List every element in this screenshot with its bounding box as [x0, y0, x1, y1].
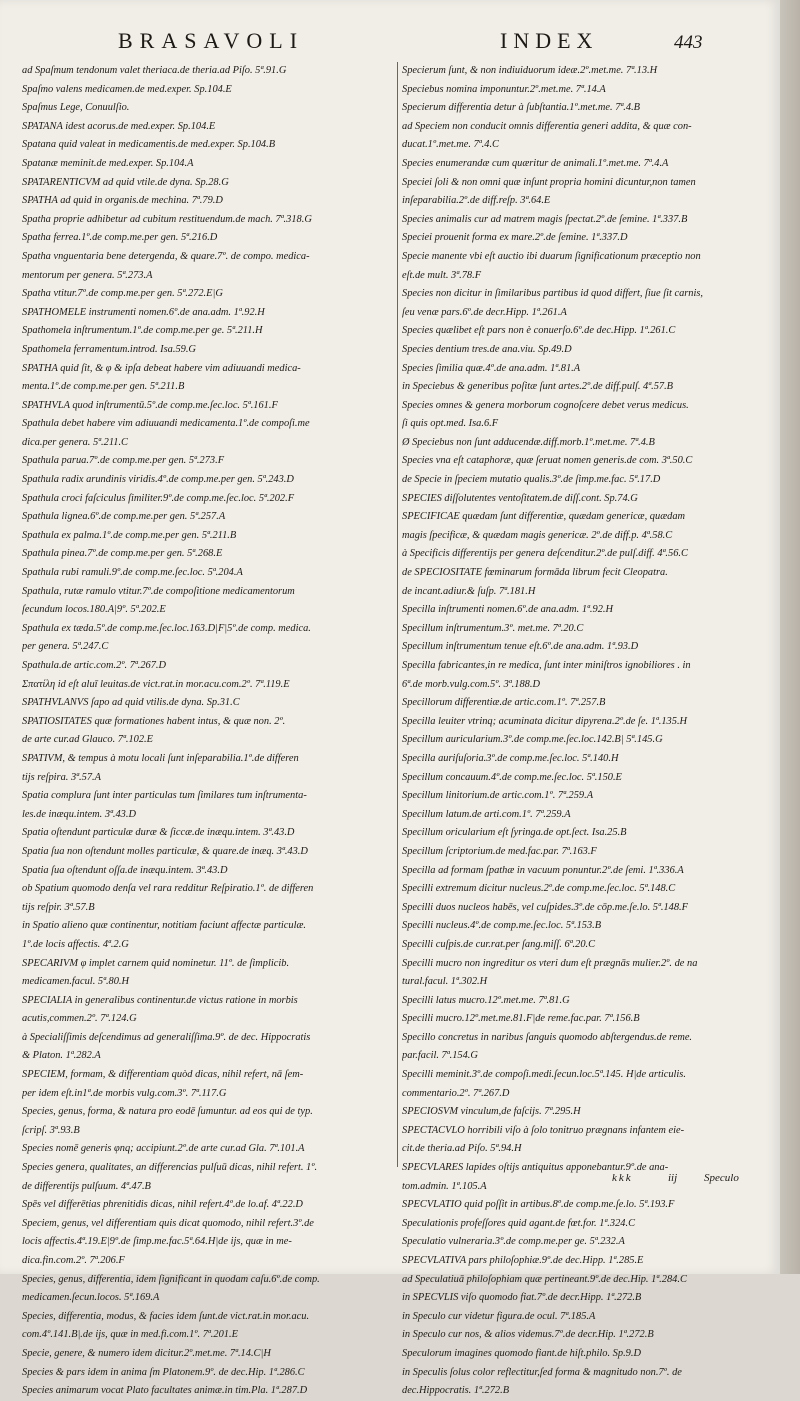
index-entry-line: Specilla ad formam ſpathæ in vacuum ponuntur.2º.de ſemi. 1ª.336.A [402, 864, 684, 876]
index-entry-line: commentario.2º. 7ª.267.D [402, 1087, 510, 1099]
index-entry-line: Spatia ſua oſtendunt oſſa.de inæqu.intem. 3ª.43.D [22, 864, 228, 876]
index-entry-line: Spathula ex palma.1º.de comp.me.per gen. 5ª.211.B [22, 529, 237, 541]
index-entry-line: Spathula.de artic.com.2º. 7ª.267.D [22, 660, 167, 671]
index-entry-line: Spathula ex tæda.5º.de comp.me.ſec.loc.163.D|F|5º.de comp. medica. [22, 622, 311, 634]
index-entry-line: Species non dicitur in ſimilaribus partibus id quod differt, ſiue ſit carnis, [402, 288, 704, 300]
running-head [0, 28, 780, 62]
index-entry-line: Specilli duos nucleos habēs, vel cuſpides.3º.de cōp.me.ſe.lo. 5ª.148.F [402, 901, 688, 913]
page-number: 443 [674, 32, 703, 53]
index-entry-line: Spatha vtitur.7º.de comp.me.per gen. 5ª.272.E|G [22, 288, 223, 300]
running-head-author: BRASAVOLI [118, 28, 305, 53]
column-divider [397, 62, 398, 1167]
index-entry-line: Ø Speciebus non ſunt adducendæ.diff.morb.1º.met.me. 7ª.4.B [402, 436, 655, 448]
index-entry-line: Spatha ferrea.1º.de comp.me.per gen. 5ª.216.D [22, 232, 218, 244]
index-entry-line: Spatia oſtendunt particulæ duræ & ſiccæ.de inæqu.intem. 3ª.43.D [22, 827, 295, 839]
index-entry-line: Specilla fabricantes,in re medica, ſunt inter miniſtros ignobiliores . in [402, 660, 691, 671]
index-entry-line: Spathula croci faſciculus ſimiliter.9º.de comp.me.ſec.loc. 5ª.202.F [22, 492, 295, 504]
catchword: Speculo [704, 1172, 739, 1184]
signature-mark: kkk [612, 1172, 633, 1184]
index-entry-line: Specillum concauum.4º.de comp.me.ſec.loc. 5ª.150.E [402, 771, 622, 783]
index-entry-line: SPATIOSITATES quæ formationes habent intus, & quæ non. 2º. [22, 715, 286, 727]
index-entry-line: medicamen.ſecun.locos. 5ª.169.A [22, 1292, 160, 1304]
index-entry-line: & Platon. 1ª.282.A [22, 1050, 101, 1062]
index-entry-line: SPATHOMELE instrumenti nomen.6º.de ana.adm. 1ª.92.H [22, 306, 265, 318]
index-entry-line: de Specie in ſpeciem mutatio qualis.3º.de ſimp.me.fac. 5ª.17.D [402, 474, 661, 486]
index-entry-line: 1º.de locis affectis. 4ª.2.G [22, 938, 129, 950]
index-entry-line: Spatha vnguentaria bene detergenda, & quare.7º. de compo. medica- [22, 250, 310, 262]
index-entry-line: Specie, genere, & numero idem dicitur.2º.met.me. 7ª.14.C|H [22, 1347, 271, 1359]
running-head-title: INDEX [500, 28, 599, 53]
index-entry-line: dec.Hippocratis. 1ª.272.B [402, 1385, 510, 1397]
index-entry-line: SPATIVM, & tempus à motu locali ſunt inſeparabilia.1º.de differen [22, 752, 299, 764]
index-entry-line: Specillorum differentiæ.de artic.com.1º. 7ª.257.B [402, 697, 606, 709]
index-entry-line: ad Spaſmum tendonum valet theriaca.de theria.ad Piſo. 5ª.91.G [22, 65, 287, 76]
index-entry-line: SPECVLATIVA pars philoſophiæ.9º.de dec.Hipp. 1ª.285.E [402, 1255, 644, 1266]
index-entry-line: Specierum ſunt, & non indiuiduorum ideæ.2º.met.me. 7ª.13.H [402, 65, 658, 76]
index-entry-line: SPECIES diſſolutentes ventoſitatem.de diſſ.cont. Sp.74.G [402, 492, 638, 504]
index-entry-line: Specie manente vbi eſt auctio ibi duarum ſignificationum præceptio non [402, 250, 701, 262]
index-entry-line: de incant.adiur.& ſuſp. 7ª.181.H [402, 585, 536, 597]
index-entry-line: Spatia complura ſunt inter particulas tum ſimilares tum inſtrumenta- [22, 790, 307, 802]
index-entry-line: magis ſpecificæ, & quædam magis genericæ. 2º.de diff.p. 4ª.58.C [402, 529, 673, 541]
index-entry-line: à Specificis differentijs per genera deſcenditur.2º.de pulſ.diff. 4ª.56.C [402, 548, 688, 560]
index-entry-line: Species ſimilia quæ.4º.de ana.adm. 1ª.81.A [402, 362, 581, 374]
index-entry-line: ſcripſ. 3ª.93.B [22, 1124, 80, 1136]
index-entry-line: ſi quis opt.med. Isa.6.F [402, 418, 499, 430]
index-entry-line: SPATHA ad quid in organis.de mechina. 7ª.79.D [22, 195, 223, 207]
index-entry-line: Speciei prouenit forma ex mare.2º.de ſemine. 1ª.337.D [402, 232, 628, 244]
index-entry-line: Spatia ſua non oſtendunt molles particulæ, & quare.de inæq. 3ª.43.D [22, 845, 308, 857]
index-entry-line: à Specialiſſimis deſcendimus ad generaliſſima.9º. de dec. Hippocratis [22, 1031, 311, 1043]
index-entry-line: SPATHVLANVS ſapo ad quid vtilis.de dyna. Sp.31.C [22, 697, 240, 709]
index-entry-line: Spathomela inſtrumentum.1º.de comp.me.per ge. 5ª.211.H [22, 325, 263, 337]
index-entry-line: Spathula, rutæ ramulo vtitur.7º.de compoſitione medicamentorum [22, 585, 295, 597]
index-entry-line: Speculationis profeſſores quid agant.de fœt.for. 1ª.324.C [402, 1217, 635, 1229]
index-entry-line: SPATARENTICVM ad quid vtile.de dyna. Sp.28.G [22, 176, 229, 188]
index-entry-line: Speciei ſoli & non omni quæ inſunt propria homini dicuntur,non tamen [402, 176, 696, 188]
index-entry-line: Spathula radix arundinis viridis.4º.de comp.me.per gen. 5ª.243.D [22, 474, 294, 486]
index-entry-line: Spēs vel differētias phrenitidis dicas, nihil refert.4º.de lo.af. 4ª.22.D [22, 1199, 303, 1211]
index-entry-line: Specilli nucleus.4º.de comp.me.ſec.loc. 5ª.153.B [402, 920, 602, 932]
index-entry-line: Specillum inſtrumentum tenue eſt.6º.de ana.adm. 1ª.93.D [402, 641, 639, 653]
index-entry-line: SPECVLARES lapides oſtijs antiquitus apponebantur.9º.de ana- [402, 1162, 669, 1174]
index-entry-line: SPECTACVLO horribili viſo à ſolo tonitruo prægnans infantem eie- [402, 1124, 685, 1136]
index-column-left [22, 62, 392, 1401]
index-entry-line: Specilla inſtrumenti nomen.6º.de ana.adm. 1ª.92.H [402, 604, 613, 616]
index-entry-line: Spaſmo valens medicamen.de med.exper. Sp.104.E [22, 83, 232, 95]
index-entry-line: Species enumerandæ cum quæritur de animali.1º.met.me. 7ª.4.A [402, 157, 669, 169]
index-entry-line: par.facil. 7ª.154.G [402, 1050, 478, 1062]
index-entry-line: tural.facul. 1ª.302.H [402, 976, 488, 988]
book-gutter-edge [780, 0, 800, 1274]
index-entry-line: per idem eſt.in1ª.de morbis vulg.com.3º. 7ª.117.G [22, 1087, 227, 1099]
index-entry-line: SPECVLATIO quid poſſit in artibus.8º.de comp.me.ſe.lo. 5ª.193.F [402, 1199, 675, 1211]
index-entry-line: Spatana quid valeat in medicamentis.de med.exper. Sp.104.B [22, 139, 276, 151]
index-entry-line: SPECIFICAE quædam ſunt differentiæ, quædam genericæ, quædam [402, 511, 686, 523]
index-entry-line: Speculatio vulneraria.3º.de comp.me.per ge. 5ª.232.A [402, 1236, 625, 1248]
index-entry-line: Species animarum vocat Plato facultates animæ.in tim.Pla. 1ª.287.D [22, 1385, 308, 1397]
index-entry-line: Σπατίλη id eſt aluī leuitas.de vict.rat.in mor.acu.com.2º. 7ª.119.E [22, 678, 290, 690]
index-entry-line: Speciem, genus, vel differentiam quis dicat quomodo, nihil refert.3º.de [22, 1217, 314, 1229]
index-entry-line: per genera. 5ª.247.C [22, 641, 109, 653]
index-entry-line: SPATANA idest acorus.de med.exper. Sp.104.E [22, 120, 216, 132]
index-entry-line: Specillum inſtrumentum.3º. met.me. 7ª.20.C [402, 622, 584, 634]
index-entry-line: SPECIOSVM vinculum,de faſcijs. 7ª.295.H [402, 1106, 581, 1118]
index-entry-line: SPECARIVM φ implet carnem quid nominetur. 11º. de ſimplicib. [22, 957, 290, 969]
index-entry-line: Specillum ſcriptorium.de med.fac.par. 7ª.163.F [402, 845, 597, 857]
index-entry-line: Spatanæ meminit.de med.exper. Sp.104.A [22, 157, 194, 169]
index-entry-line: Spatha proprie adhibetur ad cubitum restituendum.de mach. 7ª.318.G [22, 213, 312, 225]
index-entry-line: Spathomela ferramentum.introd. Isa.59.G [22, 343, 196, 355]
index-entry-line: Specillum linitorium.de artic.com.1º. 7ª.259.A [402, 790, 594, 802]
index-entry-line: Species, genus, forma, & natura pro eodē ſumuntur. ad eos qui de typ. [22, 1106, 313, 1118]
signature-number: iij [668, 1172, 678, 1184]
index-entry-line: Spathula parua.7º.de comp.me.per gen. 5ª.273.F [22, 455, 225, 467]
index-entry-line: SPECIALIA in generalibus continentur.de victus ratione in morbis [22, 994, 298, 1006]
index-entry-line: Species, differentia, modus, & facies idem ſunt.de vict.rat.in mor.acu. [22, 1310, 310, 1322]
index-entry-line: tom.admin. 1ª.105.A [402, 1180, 487, 1192]
index-entry-line: ſeu venæ pars.6º.de decr.Hipp. 1ª.261.A [402, 306, 567, 318]
index-entry-line: SPATHA quid ſit, & φ & ipſa debeat habere vim adiuuandi medica- [22, 362, 301, 374]
index-entry-line: Species omnes & genera morborum cognoſcere debet verus medicus. [402, 399, 689, 411]
index-entry-line: Specilli mucro non ingreditur os vteri dum eſt prægnās mulier.2º. de na [402, 957, 698, 969]
index-entry-line: acutis,commen.2º. 7ª.124.G [22, 1013, 137, 1025]
index-entry-line: SPECIEM, formam, & differentiam quòd dicas, nihil refert, nā ſem- [22, 1069, 304, 1081]
index-entry-line: Species quælibet eſt pars non è conuerſo.6º.de dec.Hipp. 1ª.261.C [402, 325, 676, 337]
index-entry-line: Spathula lignea.6º.de comp.me.per gen. 5ª.257.A [22, 511, 226, 523]
index-entry-line: les.de inæqu.intem. 3ª.43.D [22, 808, 136, 820]
index-entry-line: Spathula pinea.7º.de comp.me.per gen. 5ª.268.E [22, 548, 223, 560]
index-entry-line: Specilli cuſpis.de cur.rat.per ſang.miſſ. 6ª.20.C [402, 938, 596, 950]
index-entry-line: inſeparabilia.2º.de diff.reſp. 3ª.64.E [402, 195, 551, 207]
index-entry-line: 6ª.de morb.vulg.com.5º. 3ª.188.D [402, 678, 540, 690]
index-entry-line: Specillum oricularium eſt ſyringa.de opt.ſect. Isa.25.B [402, 827, 627, 839]
index-entry-line: in SPECVLIS viſo quomodo fiat.7º.de decr.Hipp. 1ª.272.B [402, 1292, 642, 1304]
index-entry-line: dica.fin.com.2º. 7ª.206.F [22, 1255, 125, 1266]
index-entry-line: de SPECIOSITATE fœminarum formāda librum fecit Cleopatra. [402, 567, 668, 579]
index-entry-line: Specillum latum.de arti.com.1º. 7ª.259.A [402, 808, 571, 820]
index-entry-line: Spaſmus Lege, Conuulſio. [22, 102, 130, 114]
index-entry-line: ad Speculatiuā philoſophiam quæ pertineant.9º.de dec.Hip. 1ª.284.C [402, 1273, 687, 1285]
index-entry-line: Species dentium tres.de ana.viu. Sp.49.D [402, 343, 572, 355]
index-entry-line: ob Spatium quomodo denſa vel rara redditur Reſpiratio.1º. de differen [22, 883, 314, 895]
page-footer [0, 1172, 780, 1192]
index-column-right [402, 62, 772, 1401]
index-entry-line: tijs reſpira. 3ª.57.A [22, 771, 101, 783]
index-entry-line: in Speculis ſolus color reflectitur,ſed forma & magnitudo non.7º. de [402, 1366, 682, 1378]
index-entry-line: Species & pars idem in anima ſm Platonem.9º. de dec.Hip. 1ª.286.C [22, 1366, 305, 1378]
index-entry-line: Specilli meminit.3º.de compoſi.medi.ſecun.loc.5ª.145. H|de articulis. [402, 1069, 686, 1081]
index-entry-line: com.4º.141.B|.de ijs, quæ in med.fi.com.1º. 7ª.201.E [22, 1329, 238, 1341]
index-entry-line: eſt.de mult. 3ª.78.F [402, 269, 482, 281]
index-entry-line: Species, genus, differentia, idem ſignificant in quodam caſu.6º.de comp. [22, 1273, 320, 1285]
index-entry-line: de arte cur.ad Glauco. 7ª.102.E [22, 734, 153, 746]
index-entry-line: Specillo concretus in naribus ſanguis quomodo abſtergendus.de reme. [402, 1031, 693, 1043]
index-entry-line: Spathula debet habere vim adiuuandi medicamenta.1º.de compoſi.me [22, 418, 310, 430]
index-entry-line: Species nomē generis φnq; accipiunt.2º.de arte cur.ad Gla. 7ª.101.A [22, 1143, 305, 1155]
index-entry-line: Specilla auriſuſoria.3º.de comp.me.ſec.loc. 5ª.140.H [402, 752, 619, 764]
index-entry-line: SPATHVLA quod inſtrumentū.5º.de comp.me.ſec.loc. 5ª.161.F [22, 399, 278, 411]
index-entry-line: de differentijs pulſuum. 4ª.47.B [22, 1180, 151, 1192]
index-entry-line: Specilli latus mucro.12º.met.me. 7ª.81.G [402, 994, 570, 1006]
index-entry-line: locis affectis.4ª.19.E|9º.de ſimp.me.fac.5ª.64.H|de ijs, quæ in me- [22, 1236, 292, 1248]
index-entry-line: in Speculo cur nos, & alios videmus.7º.de decr.Hip. 1ª.272.B [402, 1329, 654, 1341]
index-entry-line: medicamen.facul. 5ª.80.H [22, 976, 130, 988]
index-entry-line: dica.per genera. 5ª.211.C [22, 436, 128, 448]
index-entry-line: Species animalis cur ad matrem magis ſpectat.2º.de ſemine. 1ª.337.B [402, 213, 688, 225]
index-entry-line: cit.de theria.ad Piſo. 5ª.94.H [402, 1143, 522, 1155]
index-entry-line: Specilli mucro.12º.met.me.81.F|de reme.fac.par. 7ª.156.B [402, 1013, 640, 1025]
index-entry-line: Specilli extremum dicitur nucleus.2º.de comp.me.ſec.loc. 5ª.148.C [402, 883, 676, 895]
index-entry-line: Spathula rubi ramuli.9º.de comp.me.ſec.loc. 5ª.204.A [22, 567, 243, 579]
index-entry-line: Specilla leuiter vtrinq; acuminata dicitur dipyrena.2º.de ſe. 1ª.135.H [402, 715, 688, 727]
index-entry-line: ſecundum locos.180.A|9º. 5ª.202.E [22, 604, 166, 616]
index-entry-line: ad Speciem non conducit omnis differentia generi addita, & quæ con- [402, 120, 692, 132]
index-entry-line: Species genera, qualitates, an differencias pulſuū dicas, nihil refert. 1º. [22, 1162, 318, 1174]
index-entry-line: Specillum auricularium.3º.de comp.me.ſec.loc.142.B| 5ª.145.G [402, 734, 663, 746]
index-entry-line: tijs reſpir. 3ª.57.B [22, 901, 95, 913]
index-entry-line: ducat.1º.met.me. 7ª.4.C [402, 139, 499, 151]
index-entry-line: menta.1º.de comp.me.per gen. 5ª.211.B [22, 381, 185, 393]
index-entry-line: in Speciebus & generibus poſitæ ſunt artes.2º.de diff.pulſ. 4ª.57.B [402, 381, 674, 393]
index-entry-line: Speciebus nomina imponuntur.2º.met.me. 7ª.14.A [402, 83, 606, 95]
index-entry-line: Specierum differentia detur à ſubſtantia.1º.met.me. 7ª.4.B [402, 102, 641, 114]
index-entry-line: in Spatio alieno quæ continentur, notitiam faciunt affectæ particulæ. [22, 920, 306, 932]
index-entry-line: Speculorum imagines quomodo fiant.de hiſt.philo. Sp.9.D [402, 1347, 641, 1359]
index-entry-line: Species vna eſt cataphoræ, quæ ſeruat nomen generis.de com. 3ª.50.C [402, 455, 693, 467]
index-entry-line: mentorum per genera. 5ª.273.A [22, 269, 153, 281]
index-entry-line: in Speculo cur videtur figura.de ocul. 7ª.185.A [402, 1310, 596, 1322]
